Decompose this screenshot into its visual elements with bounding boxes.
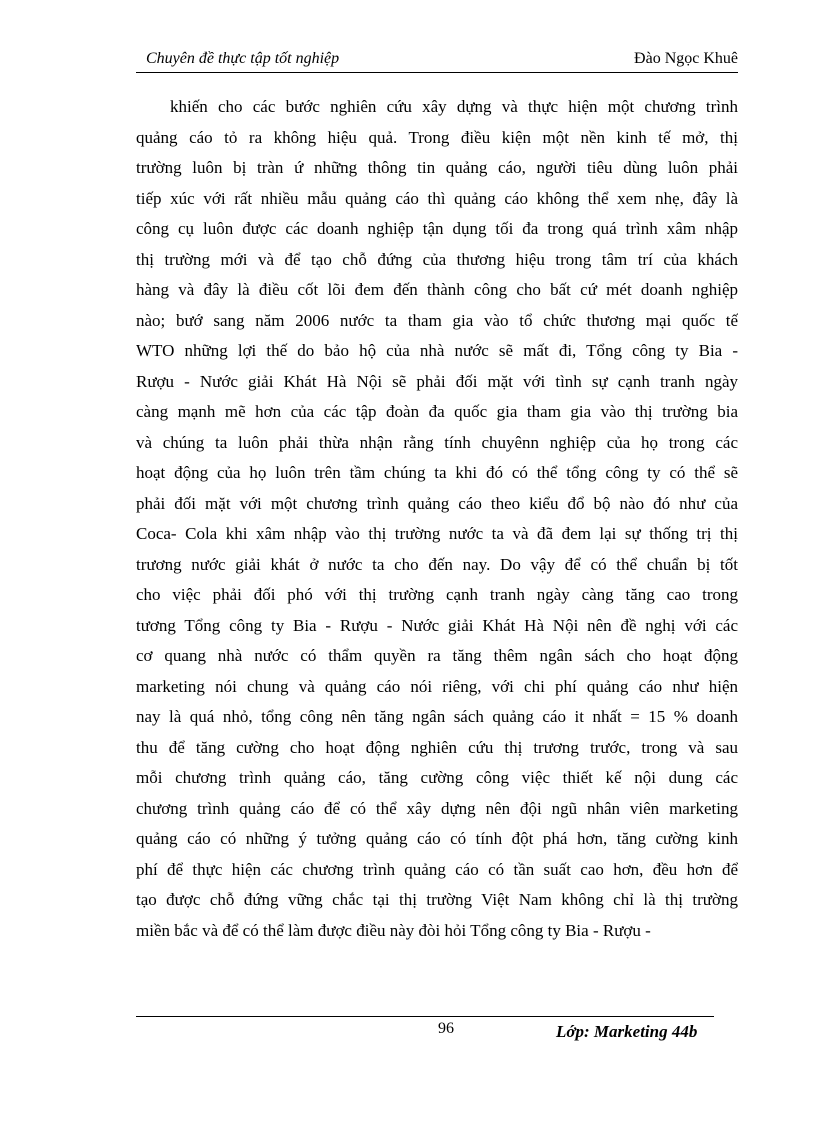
body-line: tương Tổng công ty Bia - Rượu - Nước giải Khát Hà Nội nên đề nghị với các (136, 615, 738, 635)
body-line: nay là quá nhỏ, tổng công nên tăng ngân sách quảng cáo it nhất = 15 % doanh (136, 707, 738, 726)
body-line: nào; bướ sang năm 2006 nước ta tham gia vào tổ chức thương mại quốc tế (136, 310, 738, 330)
body-line: cho việc phải đối phó với thị trường cạnh tranh ngày càng tăng cao trong (136, 585, 738, 604)
body-line: thị trường mới và để tạo chỗ đứng của thương hiệu trong tâm trí của khách (136, 249, 738, 269)
body-line: khiến cho các bước nghiên cứu xây dựng và thực hiện một chương trình (170, 97, 738, 116)
body-line: cơ quang nhà nước có thẩm quyền ra tăng thêm ngân sách cho hoạt động (136, 646, 738, 665)
body-line: tiếp xúc với rất nhiều mẫu quảng cáo thì quảng cáo không thể xem nhẹ, đây là (136, 188, 738, 208)
body-line: phí để thực hiện các chương trình quảng cáo có tần suất cao hơn, đều hơn để (136, 859, 738, 879)
body-line: mỗi chương trình quảng cáo, tăng cường công việc thiết kế nội dung các (136, 768, 738, 787)
body-line: trương nước giải khát ở nước ta cho đến nay. Do vậy để có thể chuẩn bị tốt (136, 554, 738, 574)
body-line: quảng cáo tỏ ra không hiệu quả. Trong điều kiện một nền kinh tế mở, thị (136, 127, 738, 147)
body-line: tạo được chỗ đứng vững chắc tại thị trường Việt Nam không chỉ là thị trường (136, 890, 738, 909)
body-line: công cụ luôn được các doanh nghiệp tận dụng tối đa trong quá trình xâm nhập (136, 219, 738, 238)
body-line: thu để tăng cường cho hoạt động nghiên cứu thị trương trước, trong và sau (136, 737, 738, 757)
page-number: 96 (438, 1020, 454, 1037)
body-line: trường luôn bị tràn ứ những thông tin quảng cáo, người tiêu dùng luôn phải (136, 158, 738, 177)
body-line: càng mạnh mẽ hơn của các tập đoàn đa quốc gia tham gia vào thị trường bia (136, 402, 738, 421)
footer-rule (136, 1016, 714, 1017)
body-line: marketing nói chung và quảng cáo nói riêng, với chi phí quảng cáo như hiện (136, 676, 738, 696)
header-title: Chuyên đề thực tập tốt nghiệp (146, 50, 340, 67)
body-line: Rượu - Nước giải Khát Hà Nội sẽ phải đối mặt với tình sự cạnh tranh ngày (136, 371, 738, 391)
body-line: hàng và đây là điều cốt lõi đem đến thành công cho bất cứ mét doanh nghiệp (136, 280, 738, 299)
body-line: miền bắc và để có thể làm được điều này đòi hỏi Tổng công ty Bia - Rượu - (136, 920, 651, 940)
body-line: và chúng ta luôn phải thừa nhận rằng tính chuyênn nghiệp của họ trong các (136, 432, 738, 452)
body-line: phải đối mặt với một chương trình quảng cáo theo kiểu đổ bộ nào đó như của (136, 493, 738, 513)
body-line: quảng cáo có những ý tưởng quảng cáo có tính đột phá hơn, tăng cường kinh (136, 829, 738, 848)
footer-class-label: Lớp: Marketing 44b (556, 1022, 698, 1041)
body-text (136, 92, 738, 946)
header-author: Đào Ngọc Khuê (634, 50, 738, 67)
body-line: WTO những lợi thế do bảo hộ của nhà nước sẽ mất đi, Tổng công ty Bia - (136, 341, 738, 360)
page-header (136, 46, 738, 73)
body-line: Coca- Cola khi xâm nhập vào thị trường nước ta và đã đem lại sự thống trị thị (136, 524, 738, 543)
body-line: chương trình quảng cáo để có thể xây dựng nên đội ngũ nhân viên marketing (136, 798, 738, 818)
body-line: hoạt động của họ luôn trên tầm chúng ta khi đó có thể tổng công ty có thể sẽ (136, 463, 738, 482)
